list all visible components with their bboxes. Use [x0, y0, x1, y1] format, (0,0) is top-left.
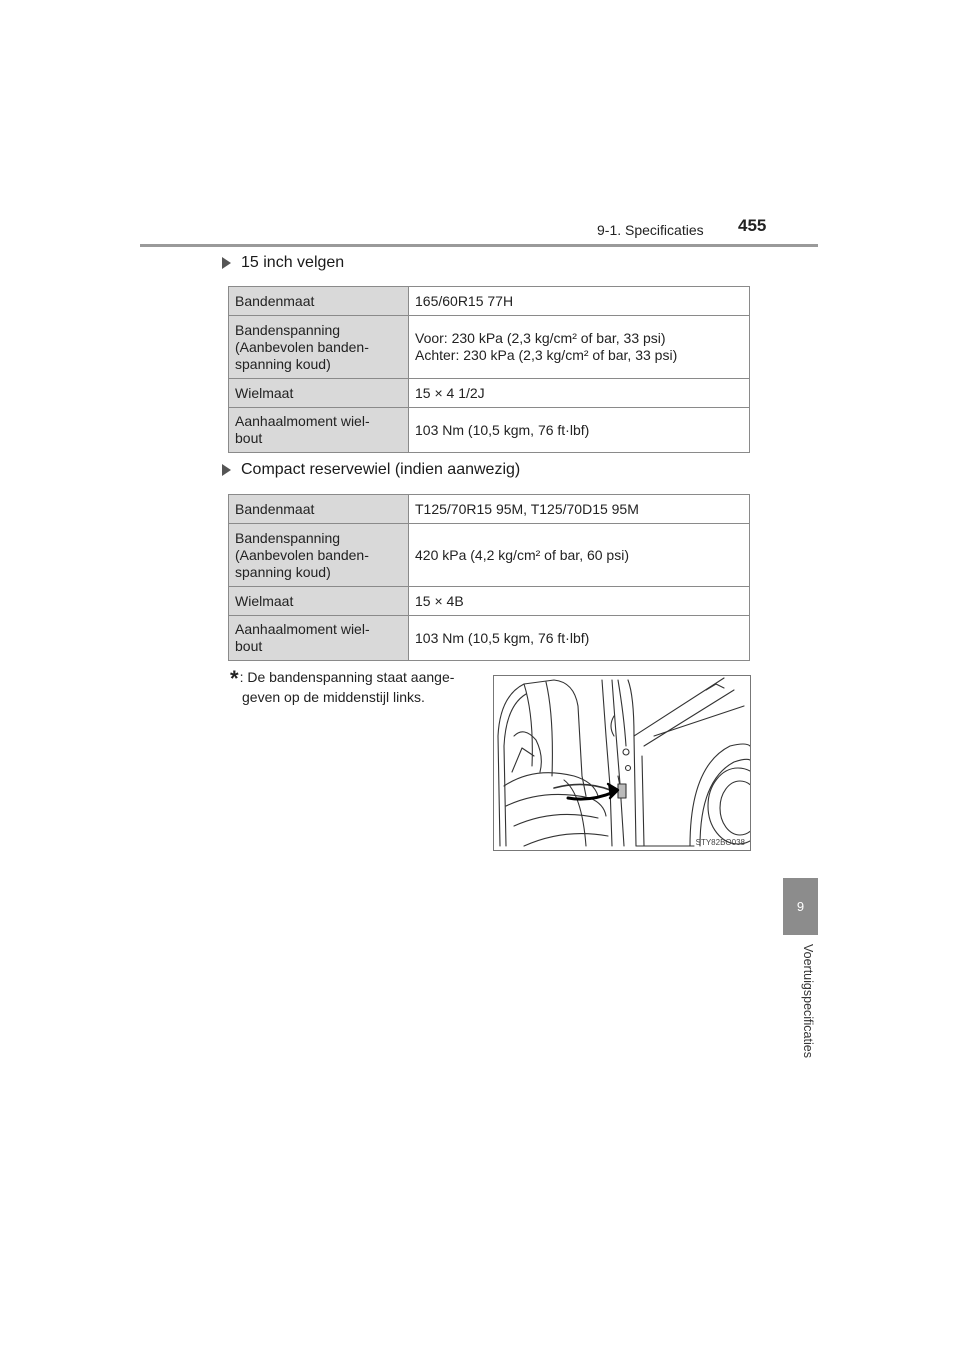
- chapter-tab: 9: [783, 878, 818, 935]
- footnote-line2: geven op de middenstijl links.: [242, 689, 425, 705]
- subheading-text: Compact reservewiel (indien aanwezig): [241, 461, 521, 478]
- door-pillar-illustration: [493, 675, 751, 851]
- row-label: Wielmaat: [229, 379, 409, 408]
- subheading-text: 15 inch velgen: [241, 254, 345, 271]
- row-value: 165/60R15 77H: [409, 287, 750, 316]
- car-door-illustration: [494, 676, 750, 850]
- footnote-line1: : De bandenspanning staat aange-: [239, 669, 455, 685]
- row-value: 15 × 4B: [409, 587, 750, 616]
- table-row: [229, 616, 750, 661]
- section-title: 9-1. Specificaties: [597, 222, 704, 238]
- row-value: 103 Nm (10,5 kgm, 76 ft·lbf): [409, 616, 750, 661]
- table-row: [229, 408, 750, 453]
- row-label: Aanhaalmoment wiel- bout: [229, 616, 409, 661]
- footnote: [230, 668, 480, 706]
- table-row: [229, 524, 750, 587]
- table-row: [229, 379, 750, 408]
- row-value: 103 Nm (10,5 kgm, 76 ft·lbf): [409, 408, 750, 453]
- page-number: 455: [738, 216, 767, 235]
- spec-table-compact-spare: [228, 494, 750, 661]
- subheading-15-inch: [222, 254, 344, 272]
- row-label: Bandenmaat: [229, 287, 409, 316]
- spec-table-15-inch: [228, 286, 750, 453]
- table-row: [229, 287, 750, 316]
- row-label: Wielmaat: [229, 587, 409, 616]
- table-row: [229, 495, 750, 524]
- footnote-marker: *: [230, 666, 239, 691]
- table-row: [229, 316, 750, 379]
- row-label: Bandenmaat: [229, 495, 409, 524]
- subheading-compact-spare: [222, 461, 520, 479]
- chapter-tab-label: Voertuigspecificaties: [801, 944, 815, 1058]
- row-label: Bandenspanning (Aanbevolen banden- spanning koud): [229, 316, 409, 379]
- row-label: Aanhaalmoment wiel- bout: [229, 408, 409, 453]
- row-label: Bandenspanning (Aanbevolen banden- spanning koud): [229, 524, 409, 587]
- row-value: 420 kPa (4,2 kg/cm² of bar, 60 psi): [409, 524, 750, 587]
- header-divider: [140, 244, 818, 247]
- row-value: 15 × 4 1/2J: [409, 379, 750, 408]
- figure-code: STY82BO038: [695, 838, 745, 847]
- table-row: [229, 587, 750, 616]
- row-value: T125/70R15 95M, T125/70D15 95M: [409, 495, 750, 524]
- triangle-bullet-icon: [222, 464, 231, 476]
- triangle-bullet-icon: [222, 257, 231, 269]
- row-value: Voor: 230 kPa (2,3 kg/cm² of bar, 33 psi) Achter: 230 kPa (2,3 kg/cm² of bar, 33 psi): [409, 316, 750, 379]
